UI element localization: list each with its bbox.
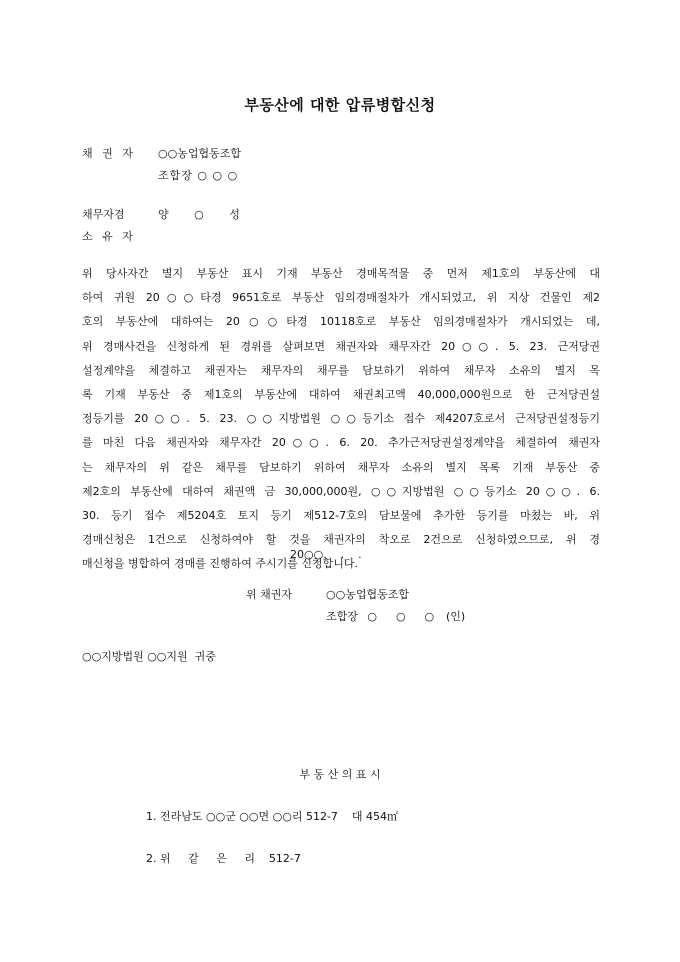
body-line: 는 채무자의 위 같은 채무를 담보하기 위하여 채무자 소유의 별지 목록 기재 부동산 중 <box>82 460 600 474</box>
signature-representative: 조합장 ○ ○ ○ <box>326 610 435 623</box>
body-line: 설정계약을 체결하고 채권자는 채무자의 채무를 담보하기 위하여 채무자 소유의 별지 목 <box>82 363 600 377</box>
body-line: 정등기를 20○○. 5. 23. ○○지방법원 ○○등기소 접수 제4207호로서 근저당권설정등기 <box>82 412 600 426</box>
body-line: 를 마친 다음 채권자와 채무자간 20○○. 6. 20. 추가근저당권설정계약을 체결하여 채권자 <box>82 436 600 450</box>
body-line: 록 기재 부동산 중 제1호의 부동산에 대하여 채권최고액 40,000,000원으로 한 근저당권설 <box>82 388 600 402</box>
body-line: 호의 부동산에 대하여는 20○○타경 10118호로 부동산 임의경매절차가 개시되었는 데, <box>82 315 600 329</box>
debtor-label: 채무자겸 <box>82 208 125 221</box>
owner-label: 소 유 자 <box>82 230 136 243</box>
debtor-name: 양 ○ 성 <box>158 208 240 221</box>
body-line: 경매신청은 1건으로 신청하여야 할 것을 채권자의 착오로 2건으로 신청하였으므로, 위 경 <box>82 533 600 547</box>
signature-label: 위 채권자 <box>246 588 293 601</box>
body-line: 제2호의 부동산에 대하여 채권액 금 30,000,000원, ○○지방법원 ○○등기소 20○○. 6. <box>82 484 600 498</box>
body-line: 위 경매사건을 신청하게 된 경위를 살펴보면 채권자와 채무자간 20○○. 5. 23. 근저당권 <box>82 339 600 353</box>
signature-name: ○○농업협동조합 <box>326 588 409 601</box>
seal-mark: (인) <box>446 610 466 623</box>
body-line: 하여 귀원 20○○타경 9651호로 부동산 임의경매절차가 개시되었고, 위 지상 건물인 제2 <box>82 291 600 305</box>
body-line: 매신청을 병합하여 경매를 진행하여 주시기를 신청합니다. <box>82 557 359 571</box>
body-line: 위 당사자간 별지 부동산 표시 기재 부동산 경매목적물 중 먼저 제1호의 부동산에 대 <box>82 267 600 280</box>
creditor-representative: 조합장 ○ ○ ○ <box>158 169 239 182</box>
creditor-name: ○○농업협동조합 <box>158 147 241 160</box>
application-date: 20○○. . . <box>290 548 362 561</box>
page-title: 부동산에 대한 압류병합신청 <box>244 96 436 114</box>
court-addressee: ○○지방법원 ○○지원 귀중 <box>82 650 216 663</box>
application-body <box>82 262 600 577</box>
property-heading: 부 동 산 의 표 시 <box>299 768 381 781</box>
property-item-1: 1. 전라남도 ○○군 ○○면 ○○리 512-7 대 454㎡ <box>146 810 399 823</box>
body-line: 30. 등기 접수 제5204호 토지 등기 제512-7호의 담보물에 추가한 등기를 마쳤는 바, 위 <box>82 509 600 523</box>
creditor-label: 채 권 자 <box>82 147 136 160</box>
property-item-2: 2. 위 같 은 리 512-7 <box>146 852 301 865</box>
